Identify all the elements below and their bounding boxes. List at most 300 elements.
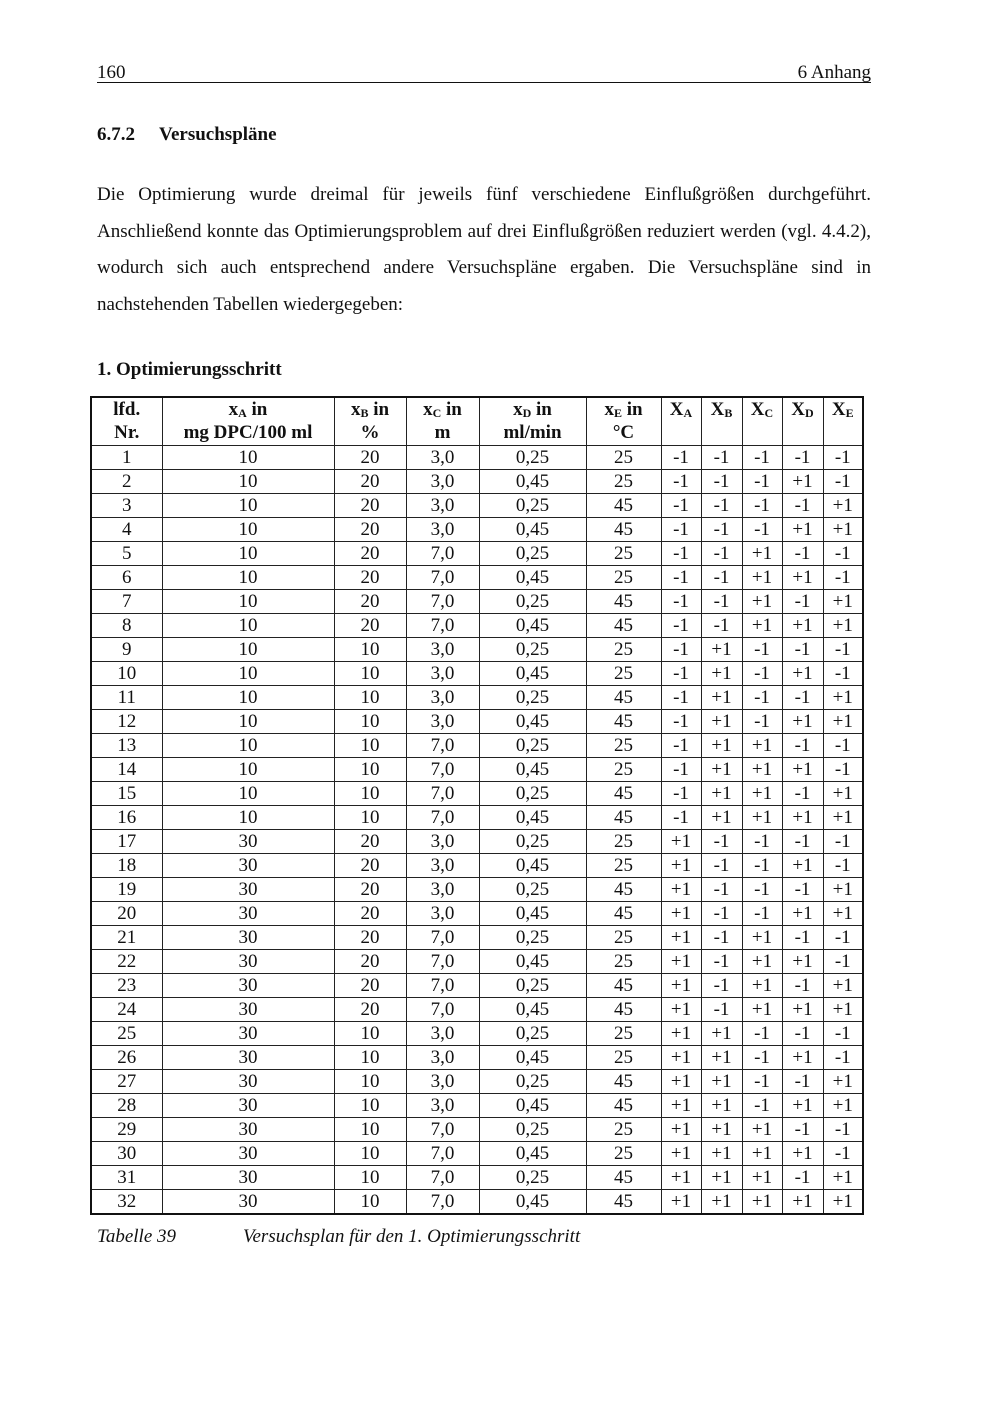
table-cell: -1 xyxy=(701,974,742,998)
table-cell: 3,0 xyxy=(406,710,479,734)
table-row xyxy=(91,950,863,974)
table-cell: +1 xyxy=(782,806,823,830)
table-cell: +1 xyxy=(742,734,782,758)
table-cell: -1 xyxy=(661,518,701,542)
table-cell: -1 xyxy=(782,590,823,614)
table-cell: 10 xyxy=(162,470,334,494)
table-cell: 10 xyxy=(162,806,334,830)
column-header xyxy=(334,397,406,446)
variable-symbol: x xyxy=(423,399,433,420)
header-unit: % xyxy=(360,422,380,443)
table-cell: 17 xyxy=(91,830,162,854)
table-cell: +1 xyxy=(701,1046,742,1070)
table-cell: +1 xyxy=(782,566,823,590)
table-cell: -1 xyxy=(701,542,742,566)
header-suffix: in xyxy=(441,399,462,420)
table-cell: -1 xyxy=(782,638,823,662)
table-cell: 30 xyxy=(162,998,334,1022)
table-cell: 16 xyxy=(91,806,162,830)
experiment-plan-table xyxy=(90,396,864,1215)
table-cell: 25 xyxy=(586,950,661,974)
table-cell: 26 xyxy=(91,1046,162,1070)
table-cell: 7 xyxy=(91,590,162,614)
table-cell: -1 xyxy=(823,662,863,686)
table-cell: +1 xyxy=(661,1046,701,1070)
table-row xyxy=(91,638,863,662)
table-cell: 45 xyxy=(586,1070,661,1094)
table-cell: -1 xyxy=(782,782,823,806)
table-cell: +1 xyxy=(782,854,823,878)
header-line xyxy=(743,398,782,421)
table-cell: 30 xyxy=(162,854,334,878)
table-cell: 30 xyxy=(162,1142,334,1166)
table-cell: 2 xyxy=(91,470,162,494)
table-cell: -1 xyxy=(742,710,782,734)
table-cell: 14 xyxy=(91,758,162,782)
table-cell: -1 xyxy=(782,1166,823,1190)
table-cell: 45 xyxy=(586,806,661,830)
table-cell: -1 xyxy=(823,830,863,854)
table-cell: -1 xyxy=(823,638,863,662)
table-cell: 10 xyxy=(162,590,334,614)
table-cell: -1 xyxy=(742,878,782,902)
header-line xyxy=(480,398,586,421)
table-cell: 25 xyxy=(586,1046,661,1070)
table-cell: 20 xyxy=(334,446,406,470)
table-cell: 45 xyxy=(586,494,661,518)
subsection-heading: 1. Optimierungsschritt xyxy=(97,359,282,380)
table-cell: 28 xyxy=(91,1094,162,1118)
table-cell: 20 xyxy=(334,998,406,1022)
table-cell: +1 xyxy=(742,758,782,782)
table-cell: 25 xyxy=(586,446,661,470)
table-cell: 0,25 xyxy=(479,1118,586,1142)
table-cell: 30 xyxy=(162,1118,334,1142)
table-cell: +1 xyxy=(661,1190,701,1215)
variable-subscript: A xyxy=(683,406,693,420)
table-cell: -1 xyxy=(742,1046,782,1070)
table-cell: +1 xyxy=(823,494,863,518)
table-cell: -1 xyxy=(701,566,742,590)
column-header xyxy=(162,397,334,446)
variable-symbol: x xyxy=(350,399,361,420)
table-cell: 15 xyxy=(91,782,162,806)
table-cell: 3,0 xyxy=(406,1094,479,1118)
table-row xyxy=(91,1094,863,1118)
table-cell: +1 xyxy=(701,806,742,830)
table-cell: 30 xyxy=(162,950,334,974)
table-cell: +1 xyxy=(701,758,742,782)
table-row xyxy=(91,1166,863,1190)
table-cell: +1 xyxy=(742,998,782,1022)
table-cell: 20 xyxy=(334,830,406,854)
table-cell: 0,45 xyxy=(479,1190,586,1215)
table-cell: 0,45 xyxy=(479,902,586,926)
table-cell: 9 xyxy=(91,638,162,662)
table-cell: +1 xyxy=(701,734,742,758)
table-cell: 0,25 xyxy=(479,974,586,998)
table-cell: +1 xyxy=(661,1022,701,1046)
table-cell: 45 xyxy=(586,710,661,734)
table-cell: +1 xyxy=(782,950,823,974)
table-cell: 0,45 xyxy=(479,950,586,974)
table-cell: -1 xyxy=(701,926,742,950)
variable-symbol: x xyxy=(604,399,614,420)
table-cell: 25 xyxy=(586,470,661,494)
table-cell: -1 xyxy=(742,686,782,710)
table-cell: 10 xyxy=(162,686,334,710)
table-cell: +1 xyxy=(661,998,701,1022)
table-cell: 0,25 xyxy=(479,926,586,950)
table-cell: +1 xyxy=(823,782,863,806)
table-cell: 10 xyxy=(162,638,334,662)
table-cell: 10 xyxy=(162,782,334,806)
table-cell: -1 xyxy=(661,470,701,494)
table-cell: -1 xyxy=(742,1022,782,1046)
table-cell: +1 xyxy=(701,782,742,806)
table-cell: 20 xyxy=(334,854,406,878)
table-cell: 10 xyxy=(334,734,406,758)
caption-text: Versuchsplan für den 1. Optimierungsschritt xyxy=(243,1226,581,1247)
table-cell: 25 xyxy=(586,758,661,782)
header-line xyxy=(783,398,823,421)
table-cell: +1 xyxy=(742,1166,782,1190)
table-row xyxy=(91,446,863,470)
table-cell: -1 xyxy=(742,902,782,926)
table-cell: -1 xyxy=(782,542,823,566)
table-cell: 20 xyxy=(334,494,406,518)
table-cell: 45 xyxy=(586,1094,661,1118)
variable-symbol: X xyxy=(831,399,846,420)
table-cell: 20 xyxy=(334,926,406,950)
table-cell: 7,0 xyxy=(406,566,479,590)
table-cell: +1 xyxy=(823,1166,863,1190)
table-cell: +1 xyxy=(742,926,782,950)
header-unit: ml/min xyxy=(503,422,562,443)
table-cell: +1 xyxy=(782,614,823,638)
table-cell: 30 xyxy=(162,1094,334,1118)
table-cell: 25 xyxy=(586,926,661,950)
table-cell: +1 xyxy=(701,1190,742,1215)
table-cell: -1 xyxy=(661,542,701,566)
table-cell: -1 xyxy=(661,566,701,590)
table-cell: 10 xyxy=(334,1070,406,1094)
table-cell: -1 xyxy=(742,830,782,854)
table-cell: 30 xyxy=(162,1022,334,1046)
table-cell: 3,0 xyxy=(406,494,479,518)
table-cell: 0,45 xyxy=(479,614,586,638)
table-row xyxy=(91,854,863,878)
table-cell: 45 xyxy=(586,974,661,998)
table-row xyxy=(91,926,863,950)
table-row xyxy=(91,614,863,638)
table-cell: +1 xyxy=(823,878,863,902)
table-cell: 0,45 xyxy=(479,518,586,542)
header-line xyxy=(407,398,479,421)
table-cell: +1 xyxy=(661,854,701,878)
column-header xyxy=(479,397,586,446)
table-cell: -1 xyxy=(661,758,701,782)
table-cell: -1 xyxy=(701,830,742,854)
table-cell: -1 xyxy=(701,854,742,878)
table-cell: -1 xyxy=(701,470,742,494)
table-cell: 13 xyxy=(91,734,162,758)
table-cell: +1 xyxy=(701,1166,742,1190)
table-cell: 0,45 xyxy=(479,1142,586,1166)
table-cell: 10 xyxy=(162,494,334,518)
table-cell: +1 xyxy=(742,542,782,566)
table-cell: 5 xyxy=(91,542,162,566)
column-header xyxy=(586,397,661,446)
table-cell: 25 xyxy=(586,542,661,566)
table-cell: 10 xyxy=(334,1022,406,1046)
table-cell: 0,45 xyxy=(479,1094,586,1118)
header-line: lfd. xyxy=(113,399,141,420)
table-cell: -1 xyxy=(823,1118,863,1142)
variable-symbol: X xyxy=(710,399,725,420)
table-cell: +1 xyxy=(823,974,863,998)
table-cell: -1 xyxy=(782,926,823,950)
table-cell: 3,0 xyxy=(406,686,479,710)
table-cell: +1 xyxy=(782,1094,823,1118)
table-cell: +1 xyxy=(742,1118,782,1142)
table-cell: 10 xyxy=(162,710,334,734)
table-cell: 20 xyxy=(334,950,406,974)
table-row xyxy=(91,806,863,830)
table-cell: -1 xyxy=(823,734,863,758)
table-cell: 25 xyxy=(586,1022,661,1046)
table-cell: +1 xyxy=(823,518,863,542)
table-cell: +1 xyxy=(742,614,782,638)
table-cell: 0,25 xyxy=(479,638,586,662)
column-header xyxy=(661,397,701,446)
column-header xyxy=(823,397,863,446)
table-cell: +1 xyxy=(661,1070,701,1094)
variable-symbol: X xyxy=(669,399,684,420)
table-cell: +1 xyxy=(823,1190,863,1215)
table-cell: 10 xyxy=(162,758,334,782)
table-cell: 20 xyxy=(334,566,406,590)
table-cell: 25 xyxy=(91,1022,162,1046)
table-cell: 0,25 xyxy=(479,1166,586,1190)
table-row xyxy=(91,758,863,782)
column-header xyxy=(782,397,823,446)
table-cell: 25 xyxy=(586,1118,661,1142)
table-cell: 30 xyxy=(162,1046,334,1070)
table-cell: +1 xyxy=(661,1094,701,1118)
table-cell: -1 xyxy=(661,638,701,662)
variable-subscript: C xyxy=(764,406,774,420)
table-cell: -1 xyxy=(782,1118,823,1142)
table-cell: -1 xyxy=(742,1070,782,1094)
table-cell: 10 xyxy=(334,1166,406,1190)
table-cell: 20 xyxy=(334,902,406,926)
table-cell: -1 xyxy=(823,1022,863,1046)
table-cell: +1 xyxy=(661,926,701,950)
table-cell: 10 xyxy=(334,1094,406,1118)
header-unit: °C xyxy=(612,422,635,443)
table-cell: 7,0 xyxy=(406,1166,479,1190)
table-cell: 27 xyxy=(91,1070,162,1094)
table-cell: +1 xyxy=(782,662,823,686)
table-row xyxy=(91,1190,863,1215)
table-cell: -1 xyxy=(661,590,701,614)
table-row xyxy=(91,998,863,1022)
table-cell: -1 xyxy=(742,662,782,686)
table-cell: 0,45 xyxy=(479,566,586,590)
variable-subscript: E xyxy=(845,406,854,420)
table-cell: 0,25 xyxy=(479,542,586,566)
table-cell: -1 xyxy=(661,494,701,518)
table-cell: +1 xyxy=(661,1118,701,1142)
table-cell: -1 xyxy=(782,1070,823,1094)
table-cell: 3,0 xyxy=(406,470,479,494)
table-cell: +1 xyxy=(701,1022,742,1046)
table-cell: 7,0 xyxy=(406,1190,479,1215)
table-row xyxy=(91,734,863,758)
table-cell: 45 xyxy=(586,878,661,902)
column-header xyxy=(91,397,162,446)
table-row xyxy=(91,782,863,806)
table-row xyxy=(91,686,863,710)
table-cell: +1 xyxy=(782,1190,823,1215)
table-row xyxy=(91,878,863,902)
table-cell: -1 xyxy=(782,974,823,998)
table-cell: -1 xyxy=(742,470,782,494)
table-cell: -1 xyxy=(701,902,742,926)
variable-subscript: B xyxy=(360,406,369,420)
table-row xyxy=(91,1118,863,1142)
table-cell: +1 xyxy=(701,1070,742,1094)
table-cell: -1 xyxy=(823,1142,863,1166)
table-cell: -1 xyxy=(661,710,701,734)
table-cell: +1 xyxy=(742,950,782,974)
table-cell: -1 xyxy=(782,494,823,518)
table-cell: 3,0 xyxy=(406,446,479,470)
table-cell: 0,45 xyxy=(479,854,586,878)
table-cell: +1 xyxy=(823,806,863,830)
table-cell: 3,0 xyxy=(406,662,479,686)
column-header xyxy=(742,397,782,446)
header-line xyxy=(662,398,701,421)
table-cell: 10 xyxy=(334,1118,406,1142)
table-cell: 10 xyxy=(162,518,334,542)
header-suffix: in xyxy=(621,399,643,420)
table-cell: 23 xyxy=(91,974,162,998)
table-cell: 10 xyxy=(334,710,406,734)
table-cell: +1 xyxy=(701,1118,742,1142)
table-cell: +1 xyxy=(701,710,742,734)
table-cell: 24 xyxy=(91,998,162,1022)
header-line xyxy=(335,398,406,421)
table-cell: -1 xyxy=(701,590,742,614)
table-cell: 20 xyxy=(334,542,406,566)
table-cell: 10 xyxy=(334,782,406,806)
table-cell: +1 xyxy=(823,1070,863,1094)
table-row xyxy=(91,974,863,998)
table-cell: 45 xyxy=(586,902,661,926)
table-cell: -1 xyxy=(782,734,823,758)
table-cell: 7,0 xyxy=(406,1118,479,1142)
table-cell: 25 xyxy=(586,830,661,854)
page-header xyxy=(97,60,871,83)
header-suffix: in xyxy=(246,399,268,420)
table-cell: 0,45 xyxy=(479,998,586,1022)
table-cell: -1 xyxy=(782,1022,823,1046)
table-cell: 0,25 xyxy=(479,1070,586,1094)
table-cell: 7,0 xyxy=(406,926,479,950)
table-cell: -1 xyxy=(782,830,823,854)
table-cell: 10 xyxy=(334,686,406,710)
table-cell: 11 xyxy=(91,686,162,710)
table-cell: -1 xyxy=(701,446,742,470)
table-cell: 25 xyxy=(586,734,661,758)
table-cell: 20 xyxy=(334,974,406,998)
table-cell: -1 xyxy=(782,878,823,902)
table-cell: 30 xyxy=(162,1190,334,1215)
table-cell: 7,0 xyxy=(406,1142,479,1166)
table-cell: 30 xyxy=(162,926,334,950)
table-cell: 10 xyxy=(334,1142,406,1166)
table-cell: +1 xyxy=(661,902,701,926)
table-cell: 3,0 xyxy=(406,518,479,542)
table-cell: +1 xyxy=(823,686,863,710)
table-row xyxy=(91,662,863,686)
table-cell: 0,45 xyxy=(479,662,586,686)
table-row xyxy=(91,1070,863,1094)
table-cell: -1 xyxy=(661,686,701,710)
table-row xyxy=(91,1142,863,1166)
table-cell: 0,25 xyxy=(479,494,586,518)
table-cell: 10 xyxy=(162,446,334,470)
column-header xyxy=(701,397,742,446)
table-cell: 32 xyxy=(91,1190,162,1215)
table-cell: 0,45 xyxy=(479,470,586,494)
table-cell: 25 xyxy=(586,1142,661,1166)
table-cell: 45 xyxy=(586,1190,661,1215)
table-caption xyxy=(97,1226,580,1248)
table-cell: 45 xyxy=(586,1166,661,1190)
table-cell: 45 xyxy=(586,782,661,806)
table-row xyxy=(91,566,863,590)
table-cell: 30 xyxy=(91,1142,162,1166)
table-cell: -1 xyxy=(661,614,701,638)
table-cell: -1 xyxy=(823,950,863,974)
table-cell: 3,0 xyxy=(406,830,479,854)
table-cell: -1 xyxy=(661,662,701,686)
table-cell: 10 xyxy=(334,662,406,686)
table-cell: -1 xyxy=(823,1046,863,1070)
table-cell: +1 xyxy=(701,1094,742,1118)
table-cell: -1 xyxy=(782,446,823,470)
table-cell: +1 xyxy=(701,686,742,710)
table-cell: +1 xyxy=(823,614,863,638)
header-unit: m xyxy=(434,422,451,443)
table-row xyxy=(91,590,863,614)
table-cell: 10 xyxy=(334,1190,406,1215)
table-row xyxy=(91,710,863,734)
table-cell: 0,25 xyxy=(479,1022,586,1046)
table-cell: 7,0 xyxy=(406,614,479,638)
variable-symbol: x xyxy=(513,399,523,420)
header-line xyxy=(702,398,742,421)
table-cell: -1 xyxy=(701,518,742,542)
table-row xyxy=(91,518,863,542)
table-cell: 0,25 xyxy=(479,590,586,614)
table-cell: +1 xyxy=(742,566,782,590)
page-number: 160 xyxy=(97,62,126,83)
table-cell: 20 xyxy=(334,614,406,638)
